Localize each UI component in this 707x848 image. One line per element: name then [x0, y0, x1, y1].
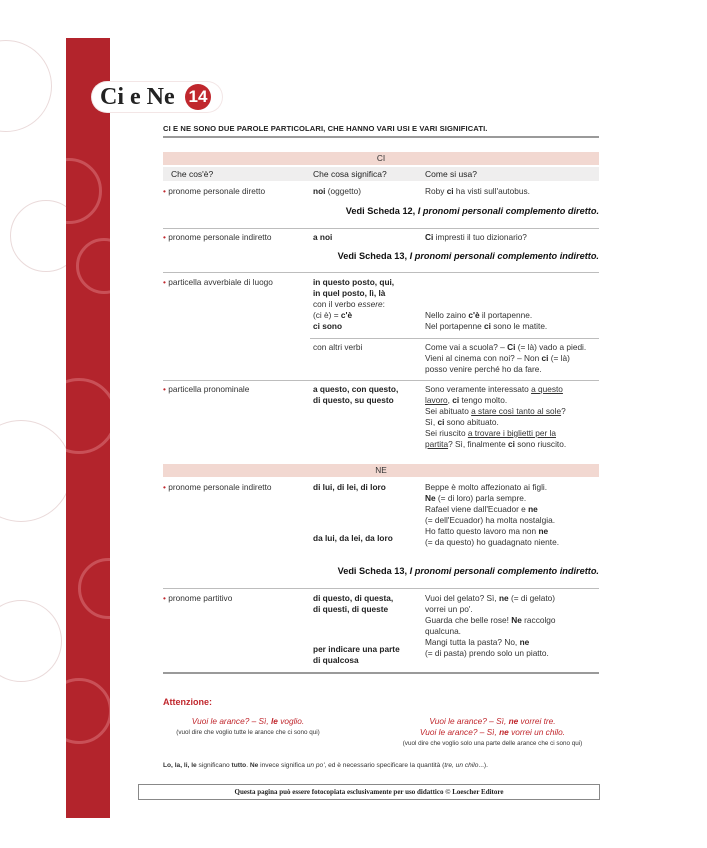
- intro-text: CI E NE SONO DUE PAROLE PARTICOLARI, CHE HANNO VARI USI E VARI SIGNIFICATI.: [163, 124, 488, 133]
- see-also-scheda-13: Vedi Scheda 13, I pronomi personali complemento indiretto.: [337, 251, 599, 261]
- row-meaning: da lui, da lei, da loro: [313, 533, 393, 543]
- row-divider: [163, 380, 599, 381]
- page-title: Ci e Ne: [100, 84, 175, 110]
- row-meaning: noi: [313, 186, 326, 196]
- row-meaning: in questo posto, qui, in quel posto, lì, là con il verbo essere: (ci è) = c'è ci sono: [313, 277, 395, 331]
- row-example: Ci impresti il tuo dizionario?: [425, 232, 527, 242]
- attention-right-example: Vuoi le arance? – Sì, ne vorrei tre. Vuoi le arance? – Sì, ne vorrei un chilo. (vuol dire che voglio solo una parte delle arance che ci sono qui): [402, 716, 583, 747]
- see-also-scheda-13-ne: Vedi Scheda 13, I pronomi personali complemento indiretto.: [337, 566, 599, 576]
- row-example: Come vai a scuola? – Ci (= là) vado a piedi. Vieni al cinema con noi? – Non ci (= là) posso venire perché ho da fare.: [425, 342, 587, 374]
- section-header-ne: NE: [163, 464, 599, 477]
- decorative-rings-background: [0, 0, 66, 848]
- row-example: Roby ci ha visti sull'autobus.: [425, 186, 530, 196]
- section-header-ci: CI: [163, 152, 599, 165]
- table-row-ci-3: • particella avverbiale di luogo in questo posto, qui, in quel posto, lì, là con il verbo essere: (ci è) = c'è ci sono Nello zaino c'è il portapenne. Nel portapenne ci sono le matite.: [163, 277, 548, 331]
- col-header-what: Che cos'è?: [171, 169, 214, 179]
- row-type: pronome personale indiretto: [168, 482, 272, 492]
- row-meaning: di questo, di questa, di questi, di queste: [313, 593, 394, 614]
- col-header-meaning: Che cosa significa?: [313, 169, 387, 179]
- row-divider: [163, 588, 599, 589]
- row-example: Beppe è molto affezionato ai figli. Ne (= di loro) parla sempre. Rafael viene dall'Ecuador e ne (= dell'Ecuador) ha molta nostalgia. Ho fatto questo lavoro ma non ne (= da questo) ho guadagnato niente.: [425, 482, 560, 547]
- copyright-footer: Questa pagina può essere fotocopiata esclusivamente per uso didattico © Loescher Editore: [138, 784, 600, 800]
- row-meaning: per indicare una parte di qualcosa: [313, 644, 400, 665]
- row-divider: [163, 228, 599, 229]
- row-example: Sono veramente interessato a questo lavoro, ci tengo molto. Sei abituato a stare così tanto al sole? Sì, ci sono abituato. Sei riuscito a trovare i biglietti per la partita? Sì, finalmente ci sono riuscito.: [425, 384, 567, 449]
- row-type: pronome personale indiretto: [168, 232, 272, 242]
- row-example: Vuoi del gelato? Sì, ne (= di gelato) vorrei un po'. Guarda che belle rose! Ne raccolgo qualcuna. Mangi tutta la pasta? No, ne (= di pasta) prendo solo un piatto.: [425, 593, 556, 658]
- attention-left-example: Vuoi le arance? – Sì, le voglio. (vuol dire che voglio tutte le arance che ci sono qui): [176, 716, 320, 736]
- row-type: pronome partitivo: [168, 593, 233, 603]
- attention-summary: Lo, la, li, le significano tutto. Ne invece significa un po', ed è necessario specificare la quantità (tre, un chilo...).: [163, 762, 488, 769]
- side-red-band: [66, 38, 110, 818]
- table-bottom-rule: [163, 672, 599, 674]
- see-also-scheda-12: Vedi Scheda 12, I pronomi personali complemento diretto.: [345, 206, 599, 216]
- col-header-usage: Come si usa?: [425, 169, 477, 179]
- column-headers: [163, 167, 599, 181]
- row-meaning: a questo, con questo, di questo, su questo: [313, 384, 399, 405]
- intro-rule: [163, 136, 599, 138]
- row-example: Nello zaino c'è il portapenne. Nel portapenne ci sono le matite.: [425, 310, 548, 331]
- row-divider: [310, 338, 599, 339]
- row-type: pronome personale diretto: [168, 186, 266, 196]
- row-meaning: con altri verbi: [313, 342, 363, 352]
- row-divider: [163, 272, 599, 273]
- row-meaning: a noi: [313, 232, 333, 242]
- row-meaning-note: (oggetto): [325, 186, 361, 196]
- row-type: particella avverbiale di luogo: [168, 277, 273, 287]
- row-type: particella pronominale: [168, 384, 250, 394]
- chapter-number-badge: 14: [185, 84, 211, 110]
- attention-title: Attenzione:: [163, 697, 212, 707]
- row-meaning: di lui, di lei, di loro: [313, 482, 386, 492]
